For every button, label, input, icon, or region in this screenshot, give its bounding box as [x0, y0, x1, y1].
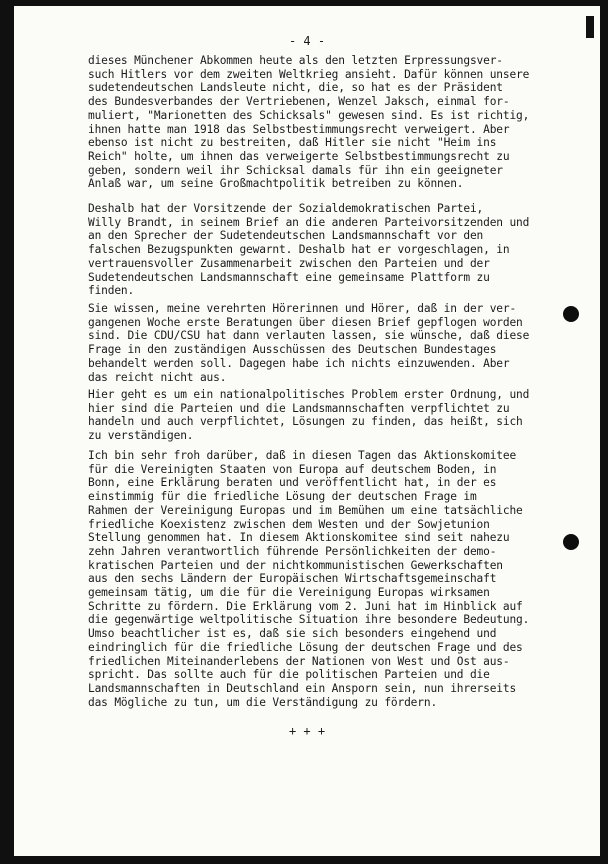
punch-hole-lower — [563, 534, 579, 550]
text-line: Schritte zu fördern. Die Erklärung vom 2. Juni hat im Hinblick auf — [88, 599, 523, 613]
text-line: zehn Jahren verantwortlich führende Persönlichkeiten der demo- — [88, 544, 497, 558]
text-line: Bonn, eine Erklärung beraten und veröffentlicht hat, in der es — [88, 476, 497, 490]
text-line: behandelt werden soll. Dagegen habe ich nichts einzuwenden. Aber — [88, 356, 510, 370]
text-line: eindringlich für die friedliche Lösung der deutschen Frage und des — [88, 640, 523, 654]
text-line: muliert, "Marionetten des Schicksals" gewesen sind. Es ist richtig, — [88, 108, 530, 122]
paragraph-aktionskomitee-europa — [88, 449, 593, 709]
text-line: dieses Münchener Abkommen heute als den letzten Erpressungsver- — [88, 54, 503, 67]
text-line: Hier geht es um ein nationalpolitisches Problem erster Ordnung, und — [88, 388, 530, 401]
text-line: geben, sondern weil ihr Schicksal damals für ihn ein geeigneter — [88, 163, 503, 177]
text-line: Rahmen der Vereinigung Europas und im Bemühen um eine tatsächliche — [88, 503, 523, 517]
text-line: Umso beachtlicher ist es, daß sie sich besonders eingehend und — [88, 627, 497, 641]
page-number: - 4 - — [288, 34, 326, 48]
text-line: Willy Brandt, in seinem Brief an die anderen Parteivorsitzenden und — [88, 215, 530, 229]
text-line: die gegenwärtige weltpolitische Situation ihre besondere Bedeutung. — [88, 613, 530, 627]
text-line: Stellung genommen hat. In diesem Aktionskomitee sind seit nahezu — [88, 531, 510, 545]
text-line: handeln und auch verpflichtet, Lösungen zu finden, das heißt, sich — [88, 415, 523, 429]
text-line: einstimmig für die friedliche Lösung der deutschen Frage im — [88, 490, 477, 504]
text-line: Anlaß war, um seine Großmachtpolitik betreiben zu können. — [88, 177, 464, 191]
text-line: friedlichen Miteinanderlebens der Nationen von West und Ost aus- — [88, 654, 510, 668]
text-line: Deshalb hat der Vorsitzende der Sozialdemokratischen Partei, — [88, 202, 484, 215]
text-line: sudetendeutschen Landsleute nicht, die, so hat es der Präsident — [88, 81, 503, 95]
text-line: Ich bin sehr froh darüber, daß in diesen Tagen das Aktionskomitee — [88, 449, 517, 462]
text-line: friedliche Koexistenz zwischen dem Westen und der Sowjetunion — [88, 517, 490, 531]
document-page — [14, 6, 600, 856]
text-line: an den Sprecher der Sudetendeutschen Landsmannschaft vor den — [88, 229, 484, 243]
text-line: such Hitlers vor dem zweiten Weltkrieg ansieht. Dafür können unsere — [88, 67, 530, 81]
punch-hole-upper — [563, 306, 579, 322]
text-line: gangenen Woche erste Beratungen über diesen Brief gepflogen worden — [88, 315, 523, 329]
text-line: spricht. Das sollte auch für die politischen Parteien und die — [88, 668, 490, 682]
text-line: Sie wissen, meine verehrten Hörerinnen und Hörer, daß in der ver- — [88, 302, 517, 315]
paragraph-muenchener-abkommen — [88, 54, 593, 191]
text-line: für die Vereinigten Staaten von Europa auf deutschem Boden, in — [88, 462, 497, 476]
text-line: gemeinsam tätig, um die für die Vereinigung Europas wirksamen — [88, 586, 490, 600]
paragraph-nationalpolitisches-problem — [88, 388, 593, 443]
text-line: kratischen Parteien und der nichtkommunistischen Gewerkschaften — [88, 558, 503, 572]
text-line: ihnen hatte man 1918 das Selbstbestimmungsrecht verweigert. Aber — [88, 122, 510, 136]
text-line: zu verständigen. — [88, 429, 194, 443]
end-mark: + + + — [288, 724, 326, 738]
text-line: vertrauensvoller Zusammenarbeit zwischen den Parteien und der — [88, 256, 490, 270]
text-line: das reicht nicht aus. — [88, 370, 227, 384]
text-line: Landsmannschaften in Deutschland ein Ansporn sein, nun ihrerseits — [88, 681, 517, 695]
text-line: Frage in den zuständigen Ausschüssen des Deutschen Bundestages — [88, 343, 497, 357]
text-line: aus den sechs Ländern der Europäischen Wirtschaftsgemeinschaft — [88, 572, 497, 586]
text-line: das Mögliche zu tun, um die Verständigung zu fördern. — [88, 695, 438, 709]
text-line: ebenso ist nicht zu bestreiten, daß Hitler sie nicht "Heim ins — [88, 136, 497, 150]
text-line: Sudetendeutschen Landsmannschaft eine gemeinsame Plattform zu — [88, 270, 490, 284]
text-line: sind. Die CDU/CSU hat dann verlauten lassen, sie wünsche, daß diese — [88, 329, 530, 343]
paragraph-cdu-csu-beratungen — [88, 302, 593, 384]
text-line: Reich" holte, um ihnen das verweigerte Selbstbestimmungsrecht zu — [88, 149, 510, 163]
text-line: des Bundesverbandes der Vertriebenen, Wenzel Jaksch, einmal for- — [88, 95, 510, 109]
text-line: hier sind die Parteien und die Landsmannschaften verpflichtet zu — [88, 401, 510, 415]
text-line: finden. — [88, 284, 135, 298]
text-line: falschen Bezugspunkten gewarnt. Deshalb hat er vorgeschlagen, in — [88, 243, 510, 257]
paragraph-willy-brandt-brief — [88, 202, 593, 298]
